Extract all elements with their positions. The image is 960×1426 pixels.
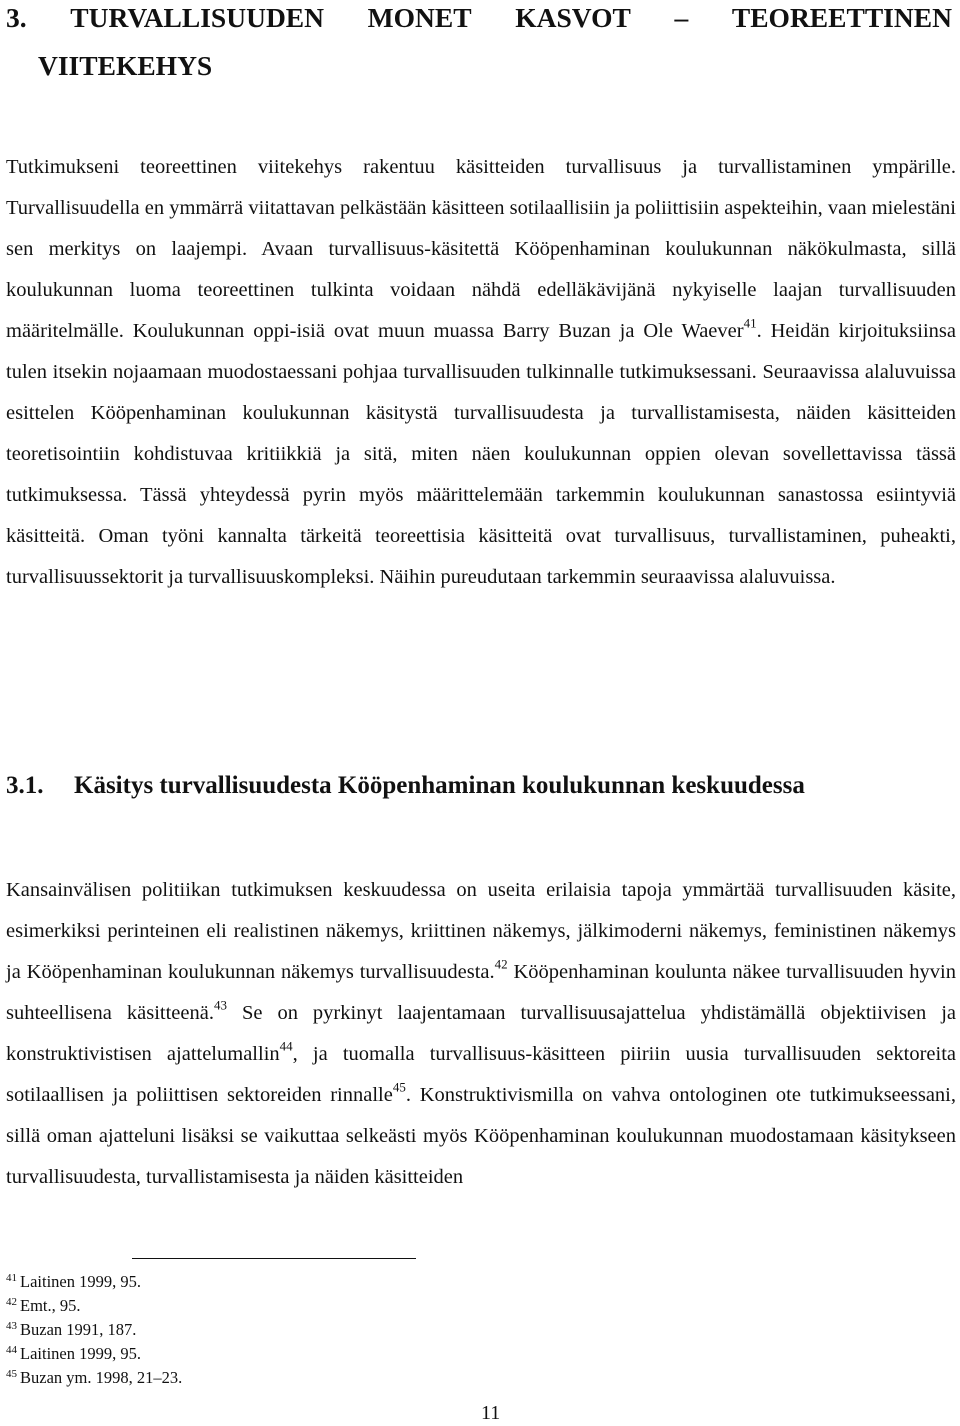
footnote	[6, 1270, 182, 1294]
chapter-heading-word: MONET	[367, 2, 472, 33]
section-title: Käsitys turvallisuudesta Kööpenhaminan koulukunnan keskuudessa	[74, 772, 805, 799]
chapter-heading-word: –	[674, 2, 689, 33]
section-number: 3.1.	[6, 772, 44, 799]
intro-text-rest: . Heidän kirjoituksiinsa tulen itsekin nojaamaan muodostaessani pohjaa turvallisuuden tulkinnalle tutkimuksessani. Seuraavissa alaluvuissa esittelen Kööpenhaminan koulukunnan käsitystä turvallisuudesta ja turvallistamisesta, näiden käsitteiden teoretisointiin kohdistuvaa kritiikkiä ja sitä, miten näen koulukunnan oppien olevan sovellettavissa tässä tutkimuksessa. Tässä yhteydessä pyrin myös määrittelemään tarkemmin koulukunnan sanastossa esiintyviä käsitteitä. Oman työni kannalta tärkeitä teoreettisia käsitteitä ovat turvallisuus, turvallistaminen, puheakti, turvallisuussektorit ja turvallisuuskompleksi. Näihin pureudutaan tarkemmin seuraavissa alaluvuissa.	[6, 320, 956, 588]
intro-text: Tutkimukseni teoreettinen viitekehys rakentuu käsitteiden turvallisuus ja turvallistaminen ympärille. Turvallisuudella en ymmärrä viitattavan pelkästään käsitteen sotilaallisiin ja poliittisiin aspekteihin, vaan mielestäni sen merkitys on laajempi. Avaan turvallisuus-käsitettä Kööpenhaminan koulukunnan näkökulmasta, sillä koulukunnan luoma teoreettinen tulkinta voidaan nähdä edelläkävijänä nykyiselle laajan turvallisuuden määritelmälle. Koulukunnan oppi-isiä ovat muun muassa Barry Buzan ja Ole Waever	[6, 156, 956, 342]
footnote	[6, 1318, 182, 1342]
footnotes	[6, 1270, 182, 1390]
chapter-heading-line-1	[6, 0, 952, 42]
section-heading	[6, 766, 805, 806]
footnote-ref[interactable]: 41	[743, 315, 757, 331]
chapter-heading-word: 3.	[6, 2, 27, 33]
footnote-ref[interactable]: 44	[279, 1038, 293, 1054]
footnote-text: Buzan 1991, 187.	[20, 1320, 137, 1339]
chapter-heading-word: TEOREETTINEN	[731, 2, 952, 33]
footnote-ref[interactable]: 45	[392, 1079, 406, 1095]
footnote-text: Buzan ym. 1998, 21–23.	[20, 1368, 183, 1387]
body-paragraph	[6, 870, 956, 1198]
body-text: Kansainvälisen politiikan tutkimuksen keskuudessa on useita erilaisia tapoja ymmärtää turvallisuuden käsite, esimerkiksi perinteinen eli realistinen näkemys, kriittinen näkemys, jälkimoderni näkemys, feministinen näkemys ja Kööpenhaminan koulukunnan näkemys turvallisuudesta.	[6, 879, 956, 983]
footnote-ref[interactable]: 42	[494, 956, 508, 972]
chapter-heading-word: KASVOT	[515, 2, 631, 33]
body-text: Kööpenhaminan koulunta näkee turvallisuuden hyvin suhteellisena käsitteenä.	[6, 961, 956, 1024]
footnote	[6, 1294, 182, 1318]
chapter-heading-line-2: VIITEKEHYS	[38, 50, 213, 81]
footnote	[6, 1342, 182, 1366]
footnote-number: 43	[6, 1319, 17, 1332]
footnote-text: Laitinen 1999, 95.	[20, 1272, 141, 1291]
footnote-number: 44	[6, 1343, 17, 1356]
footnote-ref[interactable]: 43	[213, 997, 227, 1013]
footnote-number: 45	[6, 1367, 17, 1380]
intro-paragraph	[6, 147, 956, 598]
footnote-number: 42	[6, 1295, 17, 1308]
page-number: 11	[481, 1402, 501, 1424]
body-text: Se on pyrkinyt laajentamaan turvallisuusajattelua yhdistämällä objektiivisen ja konstruktivistisen ajattelumallin	[6, 1002, 957, 1065]
chapter-heading-word: TURVALLISUUDEN	[70, 2, 325, 33]
chapter-heading	[6, 0, 952, 90]
footnote-number: 41	[6, 1271, 17, 1284]
body-text: . Konstruktivismilla on vahva ontologinen ote tutkimukseessani, sillä oman ajatteluni lisäksi se vaikuttaa selkeästi myös Kööpenhaminan koulukunnan muodostamaan käsitykseen turvallisuudesta, turvallistamisesta ja näiden käsitteiden	[6, 1084, 956, 1188]
footnote-separator	[132, 1258, 416, 1259]
footnote-text: Laitinen 1999, 95.	[20, 1344, 141, 1363]
footnote-text: Emt., 95.	[20, 1296, 81, 1315]
footnote	[6, 1366, 182, 1390]
body-text: , ja tuomalla turvallisuus-käsitteen piiriin uusia turvallisuuden sektoreita sotilaallisen ja poliittisen sektoreiden rinnalle	[6, 1043, 956, 1106]
